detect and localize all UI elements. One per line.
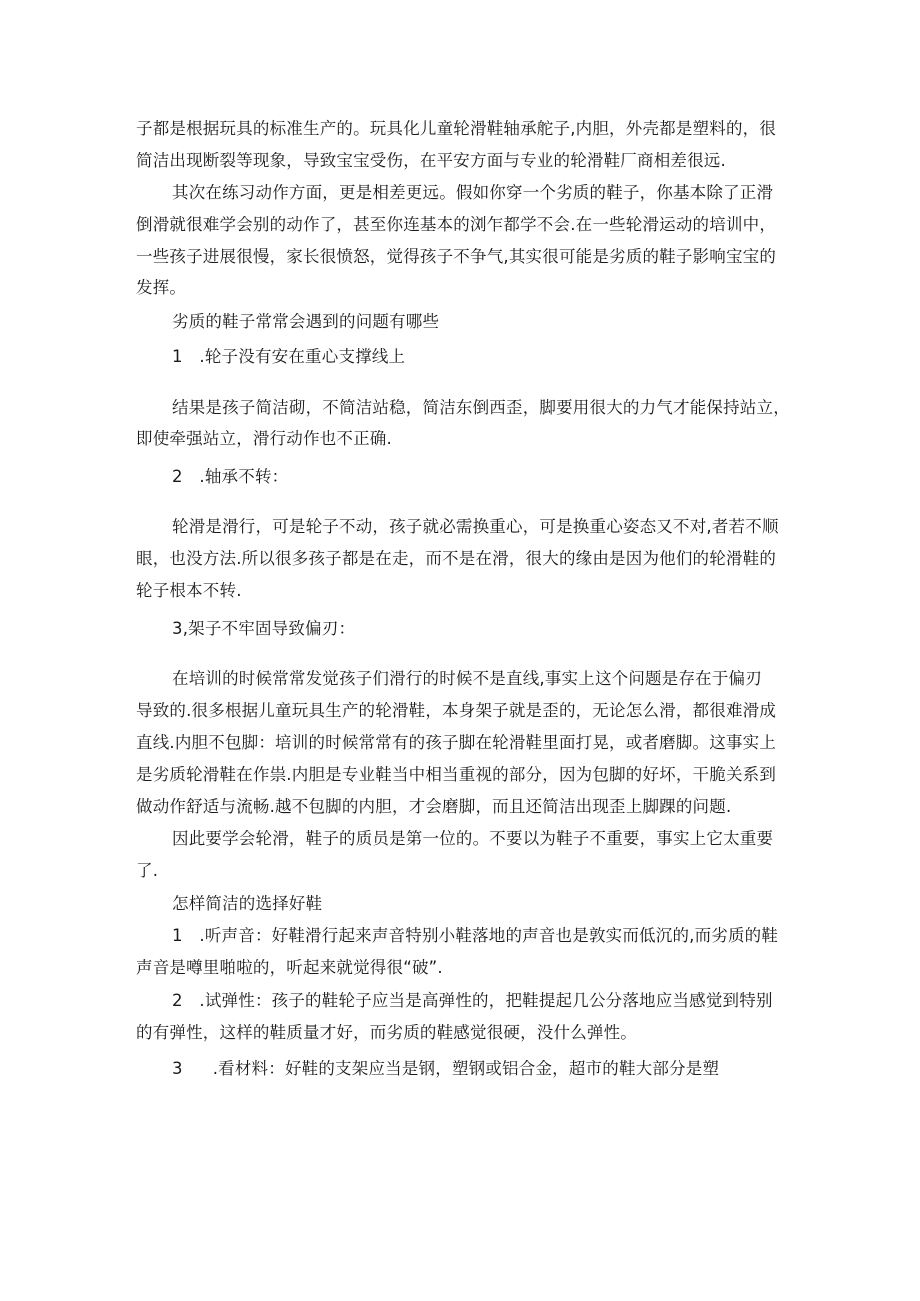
list-item-line: 2 .试弹性：孩子的鞋轮子应当是高弹性的，把鞋提起几公分落地应当感觉到特别	[172, 991, 773, 1010]
paragraph-line: 在培训的时候常常发觉孩子们滑行的时候不是直线,事实上这个问题是存在于偏刃	[172, 669, 762, 688]
paragraph-line: 简洁出现断裂等现象，导致宝宝受伤，在平安方面与专业的轮滑鞋厂商相差很远.	[136, 151, 726, 170]
paragraph-line: 导致的.很多根据儿童玩具生产的轮滑鞋，本身架子就是歪的，无论怎么滑，都很难滑成	[136, 701, 777, 720]
paragraph-line: 即使牵强站立，滑行动作也不正确.	[136, 429, 392, 448]
paragraph-line: 发挥。	[136, 278, 187, 297]
paragraph-line: 声音是噂里啪啦的，听起来就觉得很“破”.	[136, 958, 443, 977]
paragraph-line: 轮子根本不转.	[136, 581, 242, 600]
paragraph-line: 因此要学会轮滑，鞋子的质员是第一位的。不要以为鞋子不重要，事实上它太重要	[172, 829, 774, 848]
paragraph-line: 一些孩子进展很慢，家长很愤怒，觉得孩子不争气,其实很可能是劣质的鞋子影响宝宝的	[136, 247, 777, 266]
paragraph-line: 了.	[136, 861, 159, 880]
list-item-heading: 3,架子不牢固导致偏刃：	[172, 619, 356, 638]
list-item-text: .看材料：好鞋的支架应当是钢，塑钢或铝合金，超市的鞋大部分是塑	[212, 1059, 720, 1078]
paragraph-line: 子都是根据玩具的标准生产的。玩具化儿童轮滑鞋轴承舵子,内胆，外壳都是塑料的，很	[136, 119, 777, 138]
paragraph-line: 的有弹性，这样的鞋质量才好，而劣质的鞋感觉很硬，没什么弹性。	[136, 1023, 637, 1042]
paragraph-line: 眼，也没方法.所以很多孩子都是在走，而不是在滑，很大的缘由是因为他们的轮滑鞋的	[136, 549, 777, 568]
paragraph-line: 其次在练习动作方面，更是相差更远。假如你穿一个劣质的鞋子，你基本除了正滑	[172, 183, 774, 202]
section-heading: 劣质的鞋子常常会遇到的问题有哪些	[172, 312, 440, 331]
paragraph-line: 结果是孩子简洁砌，不简洁站稳，简洁东倒西歪，脚要用很大的力气才能保持站立，	[172, 398, 790, 417]
list-item-heading: 2 .轴承不转：	[172, 467, 289, 486]
list-item-heading: 1 .轮子没有安在重心支撑线上	[172, 347, 406, 366]
paragraph-line: 做动作舒适与流畅.越不包脚的内胆，才会磨脚，而且还简洁出现歪上脚踝的问题.	[136, 797, 732, 816]
list-item-line	[172, 1058, 719, 1080]
list-number: 3	[172, 1059, 183, 1078]
section-heading: 怎样简洁的选择好鞋	[172, 894, 323, 913]
paragraph-line: 直线.内胆不包脚：培训的时候常常有的孩子脚在轮滑鞋里面打晃，或者磨脚。这事实上	[136, 733, 777, 752]
paragraph-line: 是劣质轮滑鞋在作祟.内胆是专业鞋当中相当重视的部分，因为包脚的好坏，干脆关系到	[136, 765, 777, 784]
paragraph-line: 轮滑是滑行，可是轮子不动，孩子就必需换重心，可是换重心姿态又不对,者若不顺	[172, 517, 779, 536]
list-item-line: 1 .听声音：好鞋滑行起来声音特别小鞋落地的声音也是敦实而低沉的,而劣质的鞋	[172, 926, 779, 945]
paragraph-line: 倒滑就很难学会别的动作了，甚至你连基本的浏乍都学不会.在一些轮滑运动的培训中，	[136, 215, 777, 234]
